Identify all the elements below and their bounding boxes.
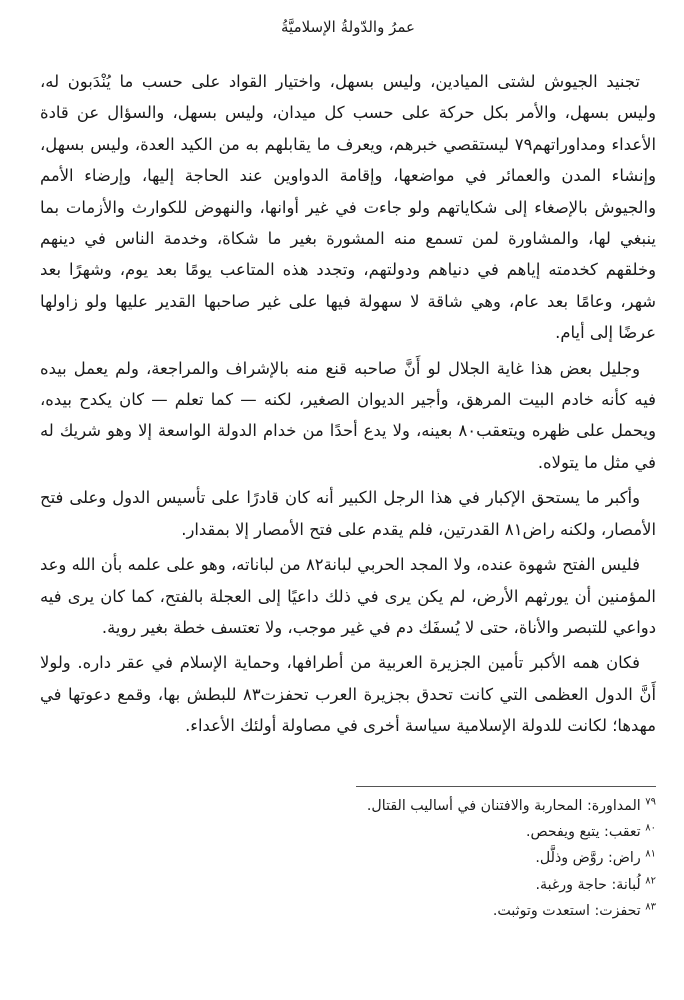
footnote-divider [356,786,656,787]
body-text [40,66,656,742]
footnote-text: المداورة: المحاربة والافتنان في أساليب القتال. [366,797,641,814]
footnote [40,845,656,871]
paragraph: وجليل بعض هذا غاية الجلال لو أَنَّ صاحبه قنع منه بالإشراف والمراجعة، ولم يعمل بيده فيه كأنه خادم البيت المرهق، وأجير الديوان الصغير، لكنه — كما تعلم — كان يكدح بيده، ويحمل على ظهره ويتعقب٨٠ بعينه، ولا يدع أحدًا من خدام الدولة الواسعة إلا وهو شريك له في مثل ما يتولاه. [40,358,656,472]
footnotes [40,793,656,925]
footnote-number: ٨٢ [645,875,656,887]
footnote-text: تعقب: يتبع ويفحص. [525,823,641,840]
footnote [40,819,656,845]
footnote-text: تحفزت: استعدت وتوثبت. [492,903,641,920]
footnote-text: لُبانة: حاجة ورغبة. [535,876,641,893]
footnote [40,872,656,898]
footnote-number: ٨٠ [645,822,656,834]
running-header: عمرُ والدّولةُ الإسلاميَّةُ [281,18,415,36]
footnote [40,793,656,819]
footnote-number: ٧٩ [645,795,656,807]
paragraph: فكان همه الأكبر تأمين الجزيرة العربية من أطرافها، وحماية الإسلام في عقر داره. ولولا أَنَّ الدول العظمى التي كانت تحدق بجزيرة العرب تحفزت٨٣ للبطش بها، وقمع دعوتها في مهدها؛ لكانت للدولة الإسلامية سياسة أخرى في مصاولة أولئك الأعداء. [40,653,656,736]
paragraph: فليس الفتح شهوة عنده، ولا المجد الحربي لبانة٨٢ من لباناته، وهو على علمه بأن الله وعد المؤمنين أن يورثهم الأرض، لم يكن يرى في ذلك داعيًا إلى العجلة بالفتح، كما كان يرى فيه دواعي للتبصر والأناة، حتى لا يُسفَك دم في غير موجب، ولا تعتسف خطة بغير روية. [40,555,656,637]
footnote [40,898,656,924]
paragraph: تجنيد الجيوش لشتى الميادين، وليس بسهل، واختيار القواد على حسب ما يُنْدَبون له، وليس بسهل، والأمر بكل حركة على حسب كل ميدان، وليس بسهل، والسؤال عن قادة الأعداء ومداوراتهم٧٩ ليستقصي خبرهم، ويعرف ما يقابلهم به من الكيد العدة، وليس بسهل، وإنشاء المدن والعمائر في مواضعها، وإقامة الدواوين عند الحاجة إليها، وإرضاء الأمم والجيوش بالإصغاء إلى شكاياتهم ولو جاءت في غير أوانها، والنهوض للكوارث والأزمات بما ينبغي لها، والمشاورة لمن تسمع منه المشورة بغير ما شكاة، وخدمة الناس في دينهم وخلقهم كخدمته إياهم في دنياهم ودولتهم، وتجدد هذه المتاعب يومًا بعد يوم، وشهرًا بعد شهر، وعامًا بعد عام، وهي شاقة لا سهولة فيها على غير صاحبها القدير عليها ولو زاولها عرضًا إلى أيام. [40,72,656,343]
footnote-text: راض: روَّض وذلَّل. [535,850,641,867]
footnote-number: ٨٣ [645,901,656,913]
paragraph: وأكبر ما يستحق الإكبار في هذا الرجل الكبير أنه كان قادرًا على تأسيس الدول وعلى فتح الأمصار، ولكنه راض٨١ القدرتين، فلم يقدم على فتح الأمصار إلا بمقدار. [40,488,656,539]
footnote-number: ٨١ [645,848,656,860]
